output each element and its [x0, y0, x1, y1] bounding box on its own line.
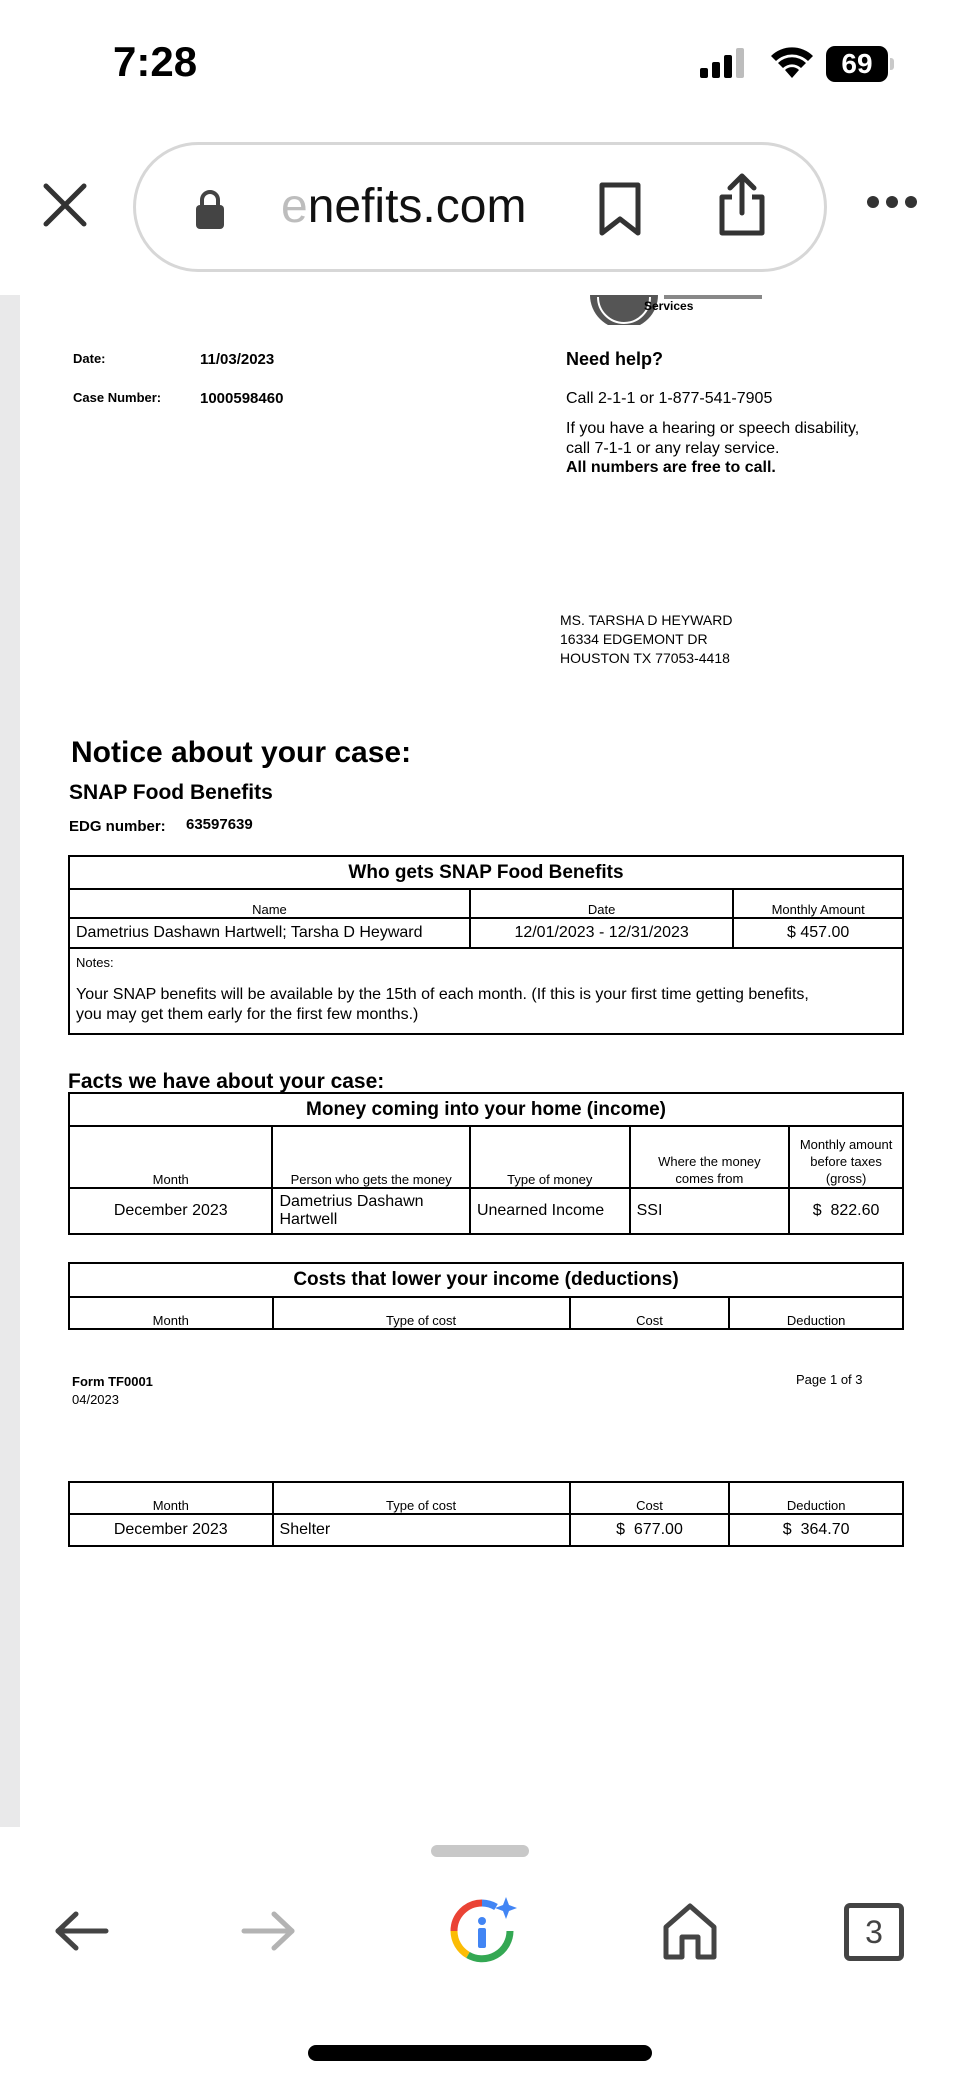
table-header-row — [69, 1126, 903, 1188]
col-month: Month — [69, 1126, 272, 1188]
col-where-line2: comes from — [675, 1171, 744, 1186]
table-title-row — [69, 856, 903, 889]
deduction-cost: $ 677.00 — [570, 1514, 730, 1546]
income-person-line1: Dametrius Dashawn — [279, 1193, 424, 1210]
notes-cell — [69, 948, 903, 1034]
form-date: 04/2023 — [72, 1392, 119, 1407]
browser-bottom-toolbar — [0, 1827, 960, 2079]
table-row — [69, 1188, 903, 1234]
wifi-icon — [770, 44, 814, 78]
help-phone: Call 2-1-1 or 1-877-541-7905 — [566, 390, 773, 407]
table-header-row — [69, 1297, 903, 1329]
close-icon[interactable] — [40, 180, 90, 230]
mailing-address-line3: HOUSTON TX 77053-4418 — [560, 650, 730, 666]
col-deduction: Deduction — [729, 1482, 903, 1514]
benefit-amount: $ 457.00 — [733, 918, 903, 948]
back-arrow-icon[interactable] — [54, 1911, 110, 1951]
table-header-row — [69, 1482, 903, 1514]
income-table — [68, 1092, 904, 1235]
deductions-title: Costs that lower your income (deductions) — [69, 1263, 903, 1297]
col-gross-amount — [789, 1126, 903, 1188]
help-title: Need help? — [566, 349, 664, 369]
notice-heading: Notice about your case: — [71, 736, 412, 769]
tabs-button[interactable] — [844, 1903, 904, 1961]
url-domain: nefits.com — [307, 180, 527, 233]
pdf-viewer[interactable] — [0, 295, 960, 1827]
agency-logo-text: Services — [644, 299, 694, 313]
col-monthly-amount: Monthly Amount — [733, 889, 903, 918]
bookmark-icon[interactable] — [598, 181, 642, 237]
col-cost: Cost — [570, 1482, 730, 1514]
col-gross-line2: before taxes — [810, 1154, 882, 1169]
table-row — [69, 918, 903, 948]
battery-level: 69 — [826, 46, 888, 82]
battery-indicator — [826, 46, 894, 82]
col-cost: Cost — [570, 1297, 730, 1329]
col-month: Month — [69, 1297, 273, 1329]
home-indicator[interactable] — [308, 2045, 652, 2061]
cellular-signal-icon — [700, 48, 748, 78]
case-number-value: 1000598460 — [200, 390, 284, 407]
table-title-row — [69, 1263, 903, 1297]
edg-number-value: 63597639 — [186, 816, 253, 833]
col-type-of-cost: Type of cost — [273, 1297, 570, 1329]
col-month: Month — [69, 1482, 273, 1514]
forward-arrow-icon[interactable] — [240, 1911, 296, 1951]
notice-subheading: SNAP Food Benefits — [69, 781, 273, 804]
income-amount: $ 822.60 — [789, 1188, 903, 1234]
col-name: Name — [69, 889, 470, 918]
income-month: December 2023 — [69, 1188, 272, 1234]
form-number: Form TF0001 — [72, 1374, 153, 1389]
deduction-month: December 2023 — [69, 1514, 273, 1546]
table-header-row — [69, 889, 903, 918]
income-title: Money coming into your home (income) — [69, 1093, 903, 1126]
notes-row — [69, 948, 903, 1034]
col-where-money-from — [630, 1126, 790, 1188]
who-gets-benefits-table — [68, 855, 904, 1035]
mailing-address-line1: MS. TARSHA D HEYWARD — [560, 612, 733, 628]
col-person: Person who gets the money — [272, 1126, 469, 1188]
battery-nub — [890, 58, 894, 70]
mailing-address-line2: 16334 EDGEMONT DR — [560, 631, 708, 647]
help-relay-line2: call 7-1-1 or any relay service. — [566, 440, 780, 457]
col-deduction: Deduction — [729, 1297, 903, 1329]
share-icon[interactable] — [716, 173, 768, 237]
help-relay-line1: If you have a hearing or speech disability, — [566, 420, 860, 437]
deduction-amount: $ 364.70 — [729, 1514, 903, 1546]
col-type-of-money: Type of money — [470, 1126, 630, 1188]
col-gross-line3: (gross) — [825, 1171, 867, 1186]
deduction-type: Shelter — [273, 1514, 570, 1546]
table-title-row — [69, 1093, 903, 1126]
browser-top-bar — [0, 130, 960, 295]
income-person — [272, 1188, 469, 1234]
google-lens-icon[interactable] — [446, 1895, 518, 1967]
page-number: Page 1 of 3 — [796, 1372, 863, 1387]
facts-heading: Facts we have about your case: — [68, 1070, 385, 1093]
date-value: 11/03/2023 — [200, 351, 275, 368]
help-free-note: All numbers are free to call. — [566, 459, 776, 476]
benefit-period: 12/01/2023 - 12/31/2023 — [470, 918, 733, 948]
notes-label: Notes: — [76, 955, 114, 970]
beneficiary-names: Dametrius Dashawn Hartwell; Tarsha D Heyward — [69, 918, 470, 948]
date-label: Date: — [73, 351, 106, 366]
deductions-table — [68, 1262, 904, 1330]
case-number-label: Case Number: — [73, 390, 162, 405]
income-person-line2: Hartwell — [279, 1211, 338, 1228]
clock: 7:28 — [113, 38, 198, 85]
document-page-2 — [20, 1409, 960, 1827]
table-row — [69, 1514, 903, 1546]
drag-handle[interactable] — [431, 1845, 529, 1857]
edg-number-label: EDG number: — [69, 818, 166, 835]
address-bar[interactable] — [133, 142, 827, 272]
home-icon[interactable] — [660, 1901, 720, 1961]
status-bar — [0, 0, 960, 130]
lock-icon — [194, 189, 226, 229]
more-icon[interactable] — [866, 195, 918, 209]
col-date: Date — [470, 889, 733, 918]
deductions-continued-table — [68, 1481, 904, 1547]
notes-line2: you may get them early for the first few months.) — [76, 1006, 419, 1023]
document-page-1 — [20, 295, 960, 1427]
tabs-icon-count: 3 — [865, 1914, 883, 1950]
url-text[interactable] — [281, 179, 526, 234]
who-gets-title: Who gets SNAP Food Benefits — [69, 856, 903, 889]
income-type: Unearned Income — [470, 1188, 630, 1234]
col-type-of-cost: Type of cost — [273, 1482, 570, 1514]
col-where-line1: Where the money — [658, 1154, 761, 1169]
col-gross-line1: Monthly amount — [799, 1137, 893, 1152]
income-source: SSI — [630, 1188, 790, 1234]
url-faded-prefix: e — [281, 180, 308, 233]
notes-line1: Your SNAP benefits will be available by the 15th of each month. (If this is your first time getting benefits, — [76, 986, 809, 1003]
